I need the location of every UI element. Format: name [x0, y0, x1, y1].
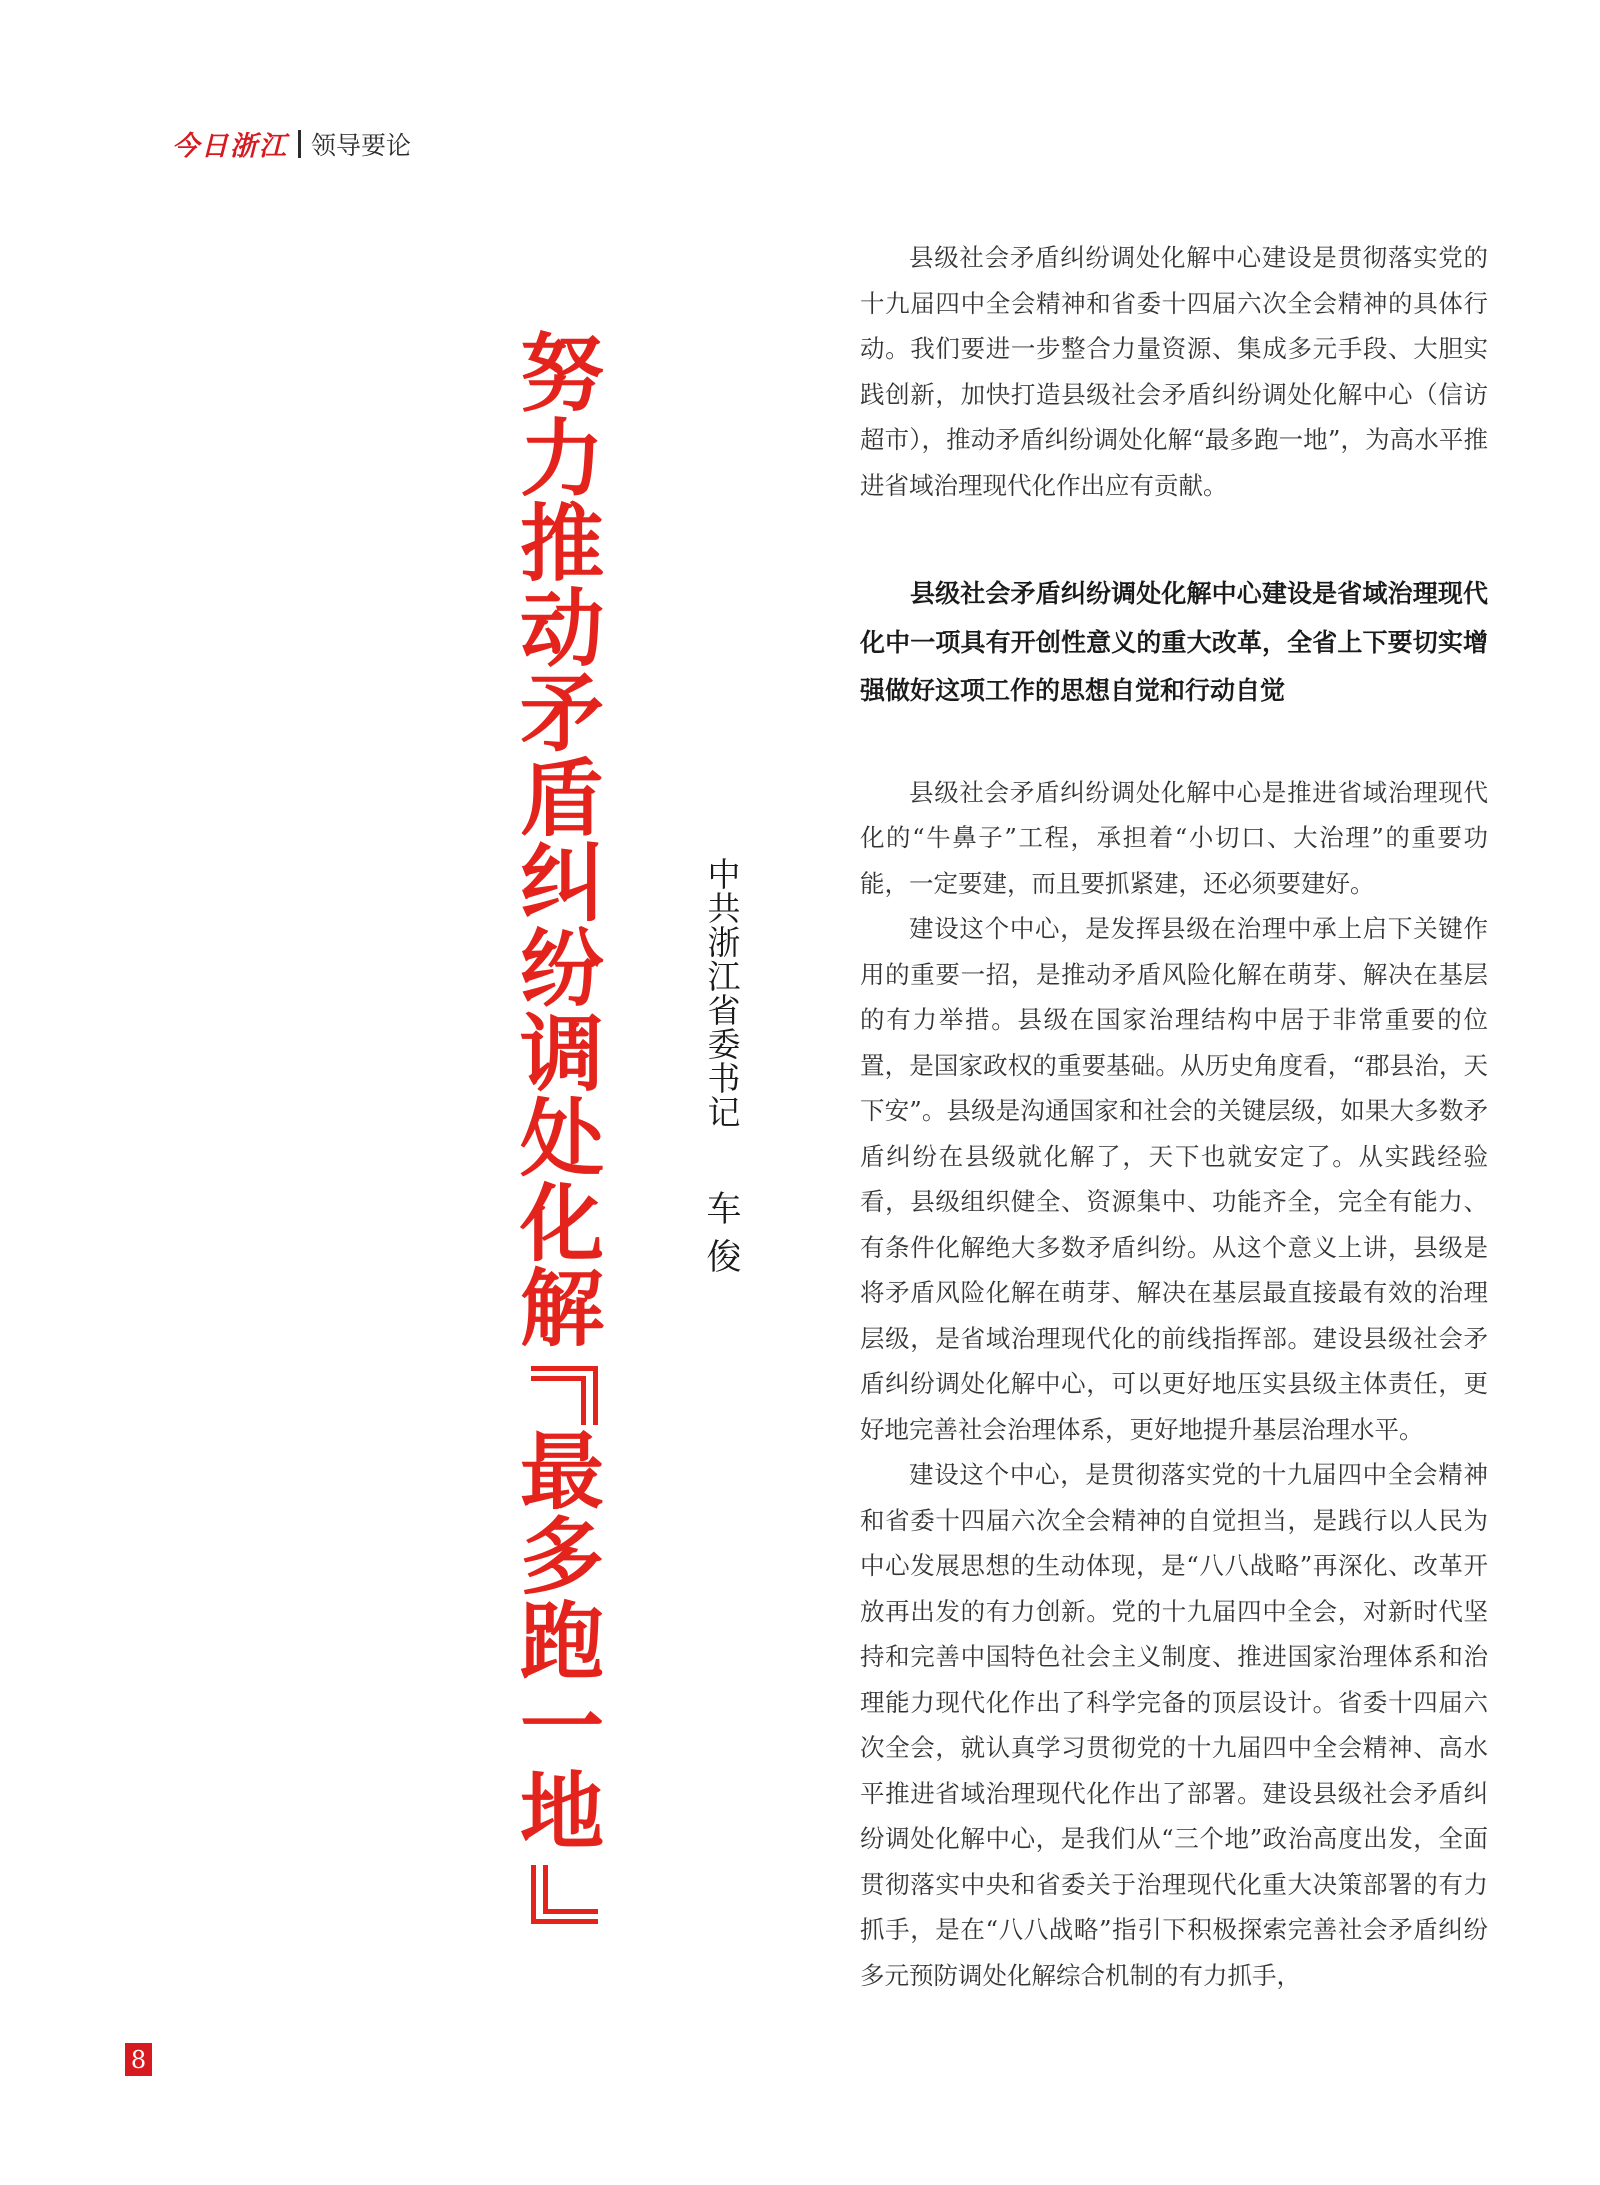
- close-quote-mark: [527, 1861, 597, 1923]
- brand-logo: 今日浙江: [172, 131, 288, 162]
- header-divider: [298, 130, 301, 158]
- author-position-char: 江: [707, 957, 741, 996]
- author-byline: [700, 855, 748, 1282]
- author-position-char: 浙: [707, 923, 741, 962]
- title-char: 纠: [519, 835, 604, 933]
- article-body: [860, 235, 1488, 1998]
- section-label: 领导要论: [311, 130, 412, 160]
- author-position-char: 共: [707, 889, 741, 928]
- article-title: [512, 325, 612, 1923]
- section-heading: 县级社会矛盾纠纷调处化解中心建设是省域治理现代化中一项具有开创性意义的重大改革，全省上下要切实增强做好这项工作的思想自觉和行动自觉: [860, 579, 1488, 705]
- title-char: 动: [519, 580, 604, 678]
- author-position-char: 记: [707, 1093, 741, 1132]
- intro-paragraph: 县级社会矛盾纠纷调处化解中心建设是贯彻落实党的十九届四中全会精神和省委十四届六次全会精神的具体行动。我们要进一步整合力量资源、集成多元手段、大胆实践创新，加快打造县级社会矛盾纠纷调处化解中心（信访超市），推动矛盾纠纷调处化解“最多跑一地”，为高水平推进省域治理现代化作出应有贡献。: [860, 243, 1488, 500]
- author-position-char: 书: [707, 1059, 741, 1098]
- body-paragraph: 县级社会矛盾纠纷调处化解中心是推进省域治理现代化的“牛鼻子”工程，承担着“小切口、大治理”的重要功能，一定要建，而且要抓紧建，还必须要建好。: [860, 777, 1488, 898]
- title-char: 矛: [519, 665, 604, 763]
- title-char: 解: [519, 1260, 604, 1358]
- title-char: 化: [519, 1175, 604, 1273]
- title-char: 纷: [519, 920, 604, 1018]
- author-position-char: 省: [707, 991, 741, 1030]
- title-char: 地: [519, 1763, 604, 1861]
- title-char: 力: [519, 410, 604, 508]
- title-char: 努: [519, 325, 604, 423]
- author-name-char: 车: [706, 1190, 742, 1230]
- body-paragraph: 建设这个中心，是贯彻落实党的十九届四中全会精神和省委十四届六次全会精神的自觉担当，是践行以人民为中心发展思想的生动体现，是“八八战略”再深化、改革开放再出发的有力创新。党的十九届四中全会，对新时代坚持和完善中国特色社会主义制度、推进国家治理体系和治理能力现代化作出了科学完备的顶层设计。省委十四届六次全会，就认真学习贯彻党的十九届四中全会精神、高水平推进省域治理现代化作出了部署。建设县级社会矛盾纠纷调处化解中心，是我们从“三个地”政治高度出发，全面贯彻落实中央和省委关于治理现代化重大决策部署的有力抓手，是在“八八战略”指引下积极探索完善社会矛盾纠纷多元预防调处化解综合机制的有力抓手，: [860, 1460, 1488, 1990]
- title-char: 盾: [519, 750, 604, 848]
- author-position-char: 中: [707, 855, 741, 894]
- title-char: 最: [519, 1423, 604, 1521]
- open-quote-mark: [527, 1362, 597, 1424]
- page-header: [172, 124, 411, 163]
- title-char: 跑: [519, 1593, 604, 1691]
- author-position-char: 委: [707, 1025, 741, 1064]
- title-char: 一: [519, 1678, 604, 1776]
- title-char: 多: [519, 1508, 604, 1606]
- page-number: 8: [125, 2043, 152, 2076]
- title-char: 推: [519, 495, 604, 593]
- author-name-char: 俊: [706, 1238, 742, 1278]
- title-char: 调: [519, 1005, 604, 1103]
- body-paragraph: 建设这个中心，是发挥县级在治理中承上启下关键作用的重要一招，是推动矛盾风险化解在萌芽、解决在基层的有力举措。县级在国家治理结构中居于非常重要的位置，是国家政权的重要基础。从历史角度看，“郡县治，天下安”。县级是沟通国家和社会的关键层级，如果大多数矛盾纠纷在县级就化解了，天下也就安定了。从实践经验看，县级组织健全、资源集中、功能齐全，完全有能力、有条件化解绝大多数矛盾纠纷。从这个意义上讲，县级是将矛盾风险化解在萌芽、解决在基层最直接最有效的治理层级，是省域治理现代化的前线指挥部。建设县级社会矛盾纠纷调处化解中心，可以更好地压实县级主体责任，更好地完善社会治理体系，更好地提升基层治理水平。: [860, 914, 1488, 1444]
- title-char: 处: [519, 1090, 604, 1188]
